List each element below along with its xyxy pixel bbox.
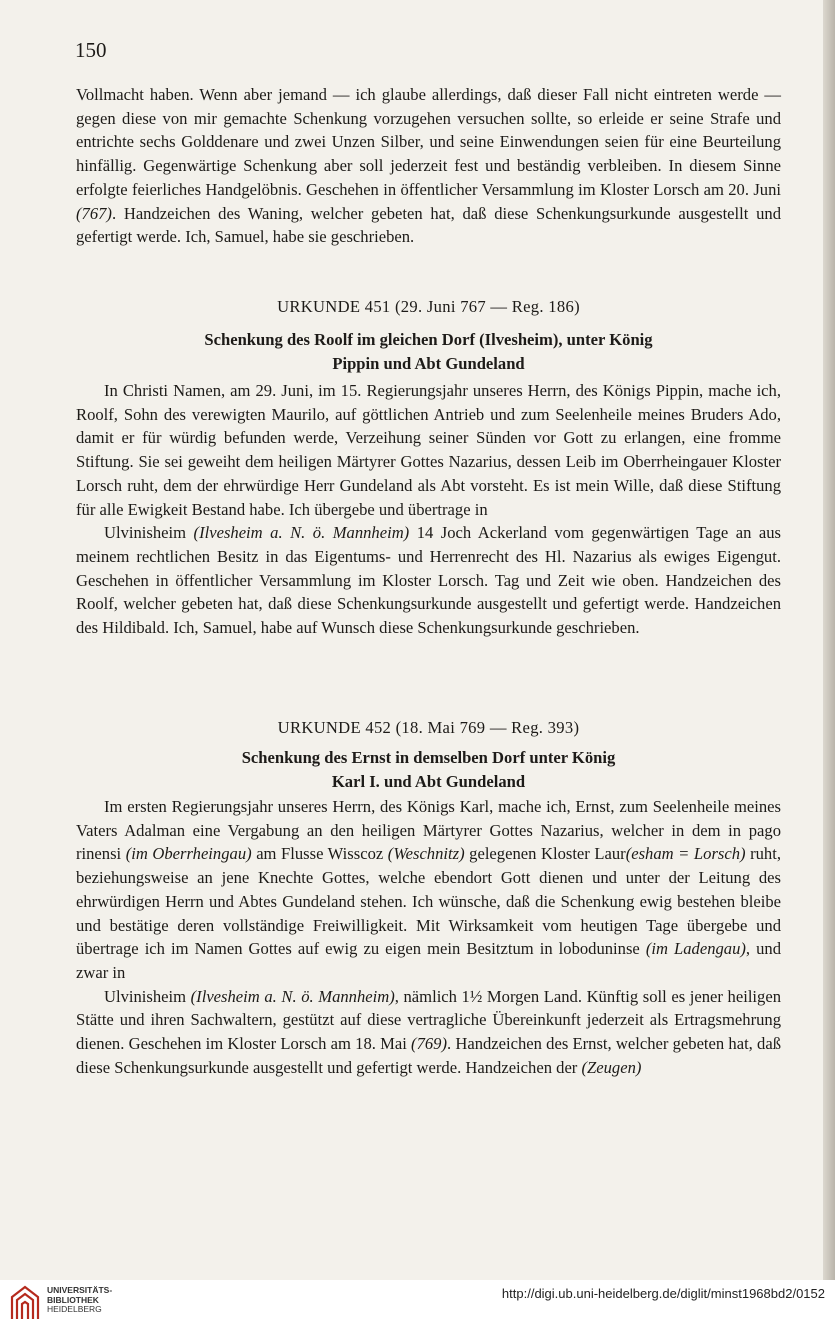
continuation-paragraph (76, 83, 781, 249)
text-run: ruht, beziehungsweise an jene Knechte Gottes, welche ebendort Gott dienen und unter der Leitung des ehrwürdigen Herrn und Abtes Gundeland stehen. Ich wünsche, daß die Schenkung ewig bestehen bleibe und bestätige deren vollständige Freiwilligkeit. Mit Wirksamkeit vom heutigen Tage übergebe und übertrage ich im Namen Gottes auf ewig zu eigen mein Besitztum in loboduninse (76, 844, 781, 959)
subtitle-line: Schenkung des Roolf im gleichen Dorf (Ilvesheim), unter König (204, 330, 653, 349)
text-run: . Handzeichen des Ernst, welcher gebeten hat, daß diese Schenkungsurkunde ausgestellt und gefertigt werde. Handzeichen der (76, 1034, 781, 1077)
university-library-logo-icon[interactable] (8, 1283, 42, 1321)
place-annotation: (esham = Lorsch) (625, 844, 746, 864)
urkunde-451-title: URKUNDE 451 (29. Juni 767 — Reg. 186) (277, 297, 580, 316)
urkunde-451-subtitle (76, 328, 781, 375)
text-run: . Handzeichen des Waning, welcher gebeten hat, daß diese Schenkungsurkunde ausgestellt und gefertigt werde. Ich, Samuel, habe sie geschrieben. (76, 203, 781, 247)
text-run: Im ersten Regierungsjahr unseres Herrn, des Königs Karl, mache ich, Ernst, zum Seelenheile meines Vaters Adalman eine Vergabung an den heiligen Märtyrer Gottes Nazarius, welcher in dem in pago rinensi (76, 797, 781, 864)
text-run: 14 Joch Ackerland vom gegenwärtigen Tage an aus meinem rechtlichen Besitz in das Eigentums- und Herrenrecht des Hl. Nazarius als ewiges Eigengut. Geschehen in öffentlicher Versammlung im Kloster Lorsch. Tag und Zeit wie oben. Handzeichen des Roolf, welcher gebeten hat, daß diese Schenkungsurkunde ausgestellt und gefertigt werde. Handzeichen des Hildibald. Ich, Samuel, habe auf Wunsch diese Schenkungsurkunde geschrieben. (76, 523, 781, 638)
paragraph (76, 795, 781, 985)
urkunde-452-subtitle (76, 746, 781, 793)
text-run: Ulvinisheim (104, 523, 194, 543)
library-name-line: UNIVERSITÄTS- (47, 1285, 113, 1295)
subtitle-line: Karl I. und Abt Gundeland (331, 771, 526, 791)
place-annotation: (Ilvesheim a. N. ö. Mannheim) (190, 986, 395, 1006)
place-annotation: (Ilvesheim a. N. ö. Mannheim) (193, 523, 410, 543)
text-run: am Flusse Wisscoz (251, 844, 388, 864)
place-annotation: (Weschnitz) (387, 844, 465, 864)
text-run: Vollmacht haben. Wenn aber jemand — ich glaube allerdings, daß dieser Fall nicht eintreten werde — gegen diese von mir gemachte Schenkung vorzugehen versuchen sollte, so erleide er seine Strafe und entrichte sechs Golddenare und zwei Unzen Silber, und seine Einwendungen seien für eine Beurteilung hinfällig. Gegenwärtige Schenkung aber soll jederzeit fest und beständig verbleiben. In diesem Sinne erfolgte feierliches Handgelöbnis. Geschehen in öffentlicher Versammlung im Kloster Lorsch am 20. Juni (76, 85, 781, 199)
date-annotation: (767) (76, 203, 112, 223)
urkunde-452-body (76, 795, 781, 1079)
place-annotation: (im Ladengau) (645, 939, 746, 959)
permalink-url[interactable]: http://digi.ub.uni-heidelberg.de/diglit/minst1968bd2/0152 (501, 1286, 825, 1301)
paragraph (76, 521, 781, 640)
place-annotation: (im Oberrheingau) (125, 844, 252, 864)
urkunde-451-body (76, 379, 781, 640)
subtitle-line: Schenkung des Ernst in demselben Dorf unter König (241, 748, 616, 767)
paragraph: In Christi Namen, am 29. Juni, im 15. Regierungsjahr unseres Herrn, des Königs Pippin, mache ich, Roolf, Sohn des verewigten Maurilo, auf göttlichen Antrieb und zum Seelenheile meines Bruders Ado, damit er für würdig befunden werde, Verzeihung seiner Sünden vor Gott zu erlangen, eine fromme Stiftung. Sie sei geweiht dem heiligen Märtyrer Gottes Nazarius, dessen Leib im Oberrheingauer Kloster Lorsch ruht, dem der ehrwürdige Herr Gundeland als Abt vorsteht. Es ist mein Wille, daß diese Stiftung für alle Ewigkeit Bestand habe. Ich übergebe und übertrage in (76, 381, 781, 519)
text-run: Ulvinisheim (104, 986, 191, 1006)
urkunde-452-title: URKUNDE 452 (18. Mai 769 — Reg. 393) (277, 718, 580, 737)
text-run: gelegenen Kloster Laur (464, 844, 626, 864)
library-name[interactable] (47, 1286, 112, 1315)
text-run: , und zwar in (76, 939, 782, 982)
library-name-line: BIBLIOTHEK (47, 1294, 99, 1305)
subtitle-line: Pippin und Abt Gundeland (332, 353, 525, 373)
date-annotation: (769) (411, 1034, 447, 1054)
library-name-line: HEIDELBERG (47, 1304, 102, 1314)
viewer-footer (0, 1280, 835, 1325)
witness-annotation: (Zeugen) (581, 1057, 642, 1077)
page-edge-shadow (823, 0, 835, 1280)
page-number: 150 (75, 38, 107, 62)
text-run: , nämlich 1½ Morgen Land. Künftig soll es jener heiligen Stätte und ihren Sachwaltern, gestützt auf diese vertragliche Übereinkunft jederzeit als Ertragsmehrung dienen. Geschehen im Kloster Lorsch am 18. Mai (76, 986, 781, 1054)
paragraph (76, 985, 781, 1080)
